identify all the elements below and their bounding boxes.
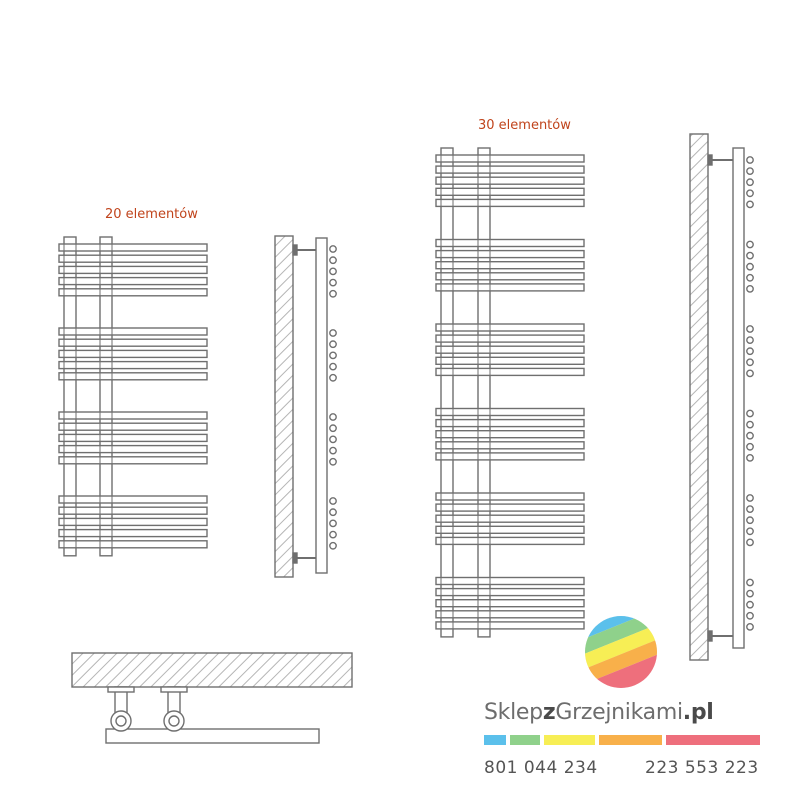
heating-bar [436,155,584,162]
bar-end-circle [747,506,753,512]
heating-bar [436,431,584,438]
bar-end-circle [747,528,753,534]
bar-end-circle [330,279,336,285]
heating-bar [436,578,584,585]
heating-bar [436,188,584,195]
label-20-elements: 20 elementów [105,207,198,222]
bar-end-circle [330,268,336,274]
color-segment [544,735,595,745]
heating-bar [436,368,584,375]
bar-end-circle [747,337,753,343]
heating-bar [59,446,207,453]
color-segment [666,735,760,745]
collector-tube [441,148,453,637]
brand-color-bar [484,735,760,745]
bar-end-circle [747,444,753,450]
bracket-plate [708,155,712,165]
heating-bar [436,504,584,511]
wall-section [72,653,352,687]
bar-end-circle [747,579,753,585]
bar-end-circle [330,509,336,515]
heating-bar [59,289,207,296]
bar-end-circle [747,348,753,354]
collector-inner-circle [116,716,126,726]
bar-end-circle [747,286,753,292]
label-30-elements: 30 elementów [478,118,571,133]
radiator-top-view [72,653,352,743]
bar-end-circle [330,459,336,465]
bar-end-circle [747,590,753,596]
bar-end-circle [330,352,336,358]
heating-bar [436,273,584,280]
heating-bar [436,357,584,364]
heating-bar [436,166,584,173]
bar-end-circle [330,363,336,369]
bar-end-circle [747,359,753,365]
bar-end-circle [747,517,753,523]
bracket-plate [293,553,297,563]
bar-end-circle [330,341,336,347]
bar-end-circle [747,241,753,247]
heating-bar [59,496,207,503]
collector-inner-circle [169,716,179,726]
bar-end-circle [747,602,753,608]
heating-bar [436,262,584,269]
heating-bar [436,346,584,353]
heating-bar [436,453,584,460]
bar-end-circle [330,375,336,381]
bar-end-circle [747,157,753,163]
heating-bar [436,177,584,184]
bar-end-circle [747,370,753,376]
bar-end-circle [330,520,336,526]
bar-end-circle [330,543,336,549]
heating-bar [436,335,584,342]
mount-plate [108,687,134,692]
heating-bar [59,412,207,419]
heating-bar [436,622,584,629]
brand-part: Sklep [484,700,543,725]
bar-end-circle [330,330,336,336]
heating-bar [436,515,584,522]
bar-end-circle [747,190,753,196]
bar-end-circle [747,421,753,427]
heating-bar [436,251,584,258]
wall-section [275,236,293,577]
brand-domain: .pl [682,700,714,725]
heating-bar [436,493,584,500]
heating-bar [59,266,207,273]
bar-end-circle [330,425,336,431]
brand-name [484,700,714,725]
heating-bar [436,409,584,416]
heating-bar [59,278,207,285]
heating-bar [436,240,584,247]
radiator-side-view-30 [690,134,753,660]
heating-bar [59,530,207,537]
bar-end-circle [330,257,336,263]
brand-part-bold: z [542,700,556,725]
color-segment [484,735,506,745]
collector-tube [478,148,490,637]
bar-end-circle [747,201,753,207]
bar-end-circle [330,246,336,252]
bar-top-profile [106,729,319,743]
heating-bar [436,589,584,596]
radiator-column [316,238,327,573]
brand-part: Grzejnikami [555,700,683,725]
heating-bar [59,339,207,346]
bracket-plate [708,631,712,641]
bar-end-circle [747,539,753,545]
bar-end-circle [747,433,753,439]
bar-end-circle [747,252,753,258]
bar-end-circle [330,436,336,442]
heating-bar [59,423,207,430]
phone-number-2: 223 553 223 [645,758,759,778]
bar-end-circle [747,168,753,174]
color-segment [599,735,662,745]
bar-end-circle [747,613,753,619]
heating-bar [436,526,584,533]
bar-end-circle [747,264,753,270]
radiator-front-view-30 [436,148,584,637]
mount-plate [161,687,187,692]
bar-end-circle [747,495,753,501]
heating-bar [436,442,584,449]
heating-bar [59,518,207,525]
heating-bar [436,199,584,206]
heating-bar [436,284,584,291]
phone-number-1: 801 044 234 [484,758,598,778]
heating-bar [436,324,584,331]
bar-end-circle [330,531,336,537]
bar-end-circle [747,179,753,185]
radiator-front-view-20 [59,237,207,556]
heating-bar [59,457,207,464]
heating-bar [59,350,207,357]
heating-bar [59,541,207,548]
heating-bar [59,434,207,441]
bar-end-circle [747,326,753,332]
heating-bar [59,373,207,380]
heating-bar [436,420,584,427]
bar-end-circle [330,447,336,453]
heating-bar [59,362,207,369]
radiator-side-view-20 [275,236,336,577]
bar-end-circle [330,498,336,504]
bar-end-circle [747,275,753,281]
heating-bar [436,537,584,544]
heating-bar [59,244,207,251]
heating-bar [436,600,584,607]
bracket-plate [293,245,297,255]
color-segment [510,735,540,745]
bar-end-circle [330,291,336,297]
bar-end-circle [747,455,753,461]
bar-end-circle [747,624,753,630]
heating-bar [436,611,584,618]
heating-bar [59,255,207,262]
bar-end-circle [747,410,753,416]
heating-bar [59,328,207,335]
wall-section [690,134,708,660]
radiator-column [733,148,744,648]
heating-bar [59,507,207,514]
bar-end-circle [330,414,336,420]
